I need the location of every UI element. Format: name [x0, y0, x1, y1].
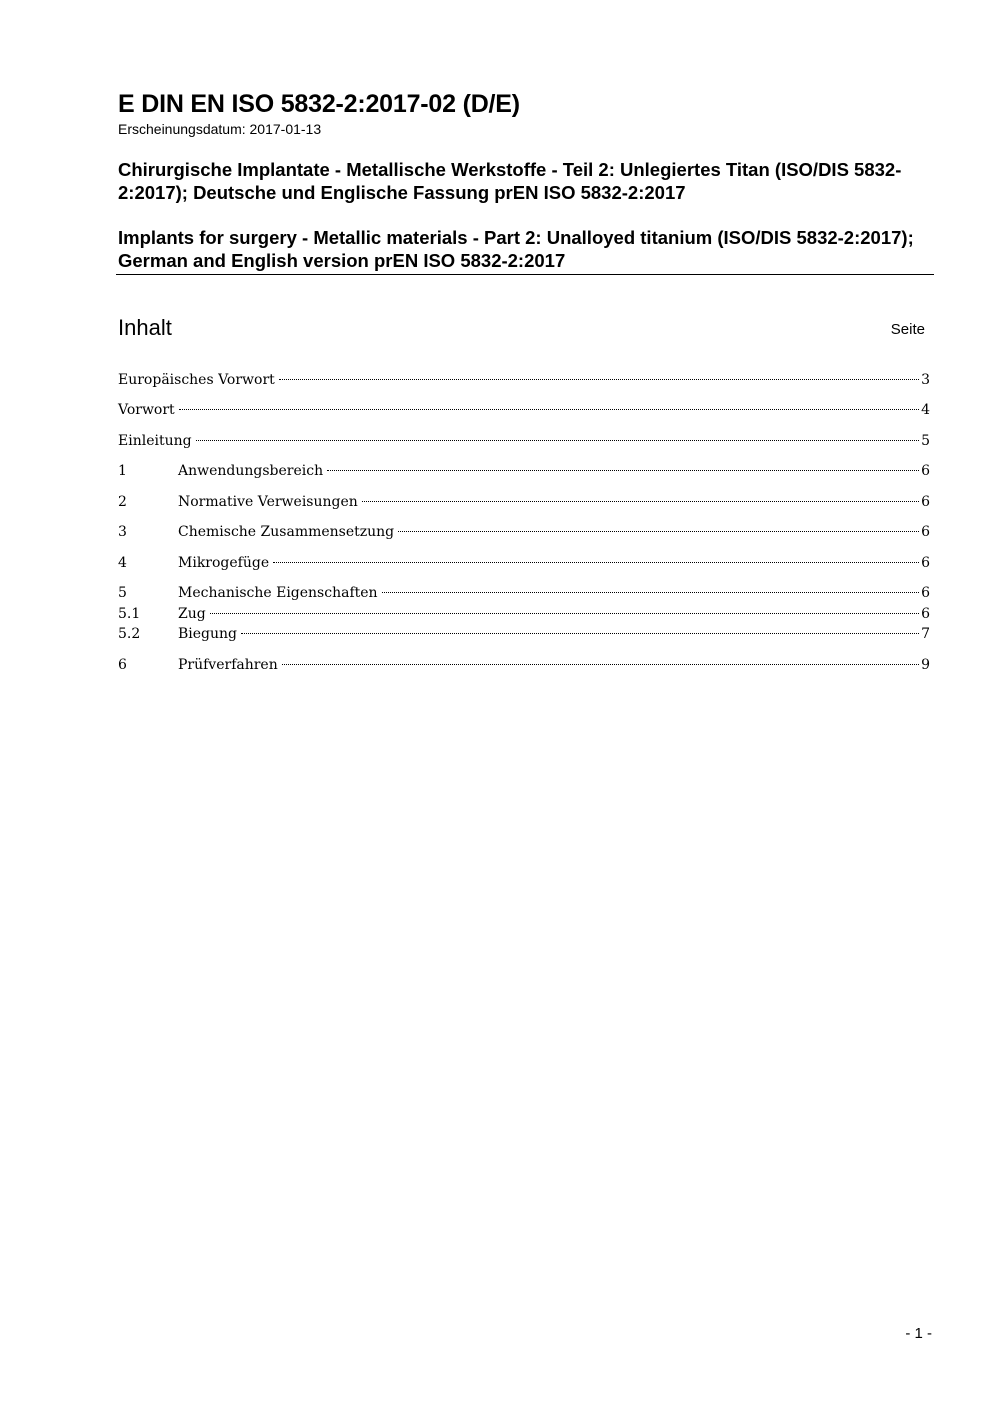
title-english: Implants for surgery - Metallic materials - Part 2: Unalloyed titanium (ISO/DIS 5832-2:2017); German and English version prEN ISO 5832-2:2017	[118, 227, 914, 271]
toc-entry-page: 6	[921, 585, 930, 601]
toc-entry-vorwort[interactable]	[118, 402, 930, 422]
toc-entry-chemische-zusammensetzung[interactable]	[118, 524, 930, 544]
page-number: - 1 -	[905, 1325, 932, 1342]
toc-leader-dots	[382, 592, 920, 593]
toc-entry-number: 5.1	[118, 606, 141, 622]
toc-entry-title: Mechanische Eigenschaften	[178, 585, 378, 601]
toc-entry-page: 6	[921, 555, 930, 571]
toc-entry-title: Chemische Zusammensetzung	[178, 524, 395, 540]
toc-entry-title: Anwendungsbereich	[178, 463, 324, 479]
toc-entry-page: 3	[921, 372, 930, 388]
toc-leader-dots	[241, 633, 919, 634]
toc-leader-dots	[179, 409, 919, 410]
toc-entry-zug[interactable]	[118, 606, 930, 626]
toc-entry-number: 4	[118, 555, 127, 571]
toc-entry-number: 5.2	[118, 626, 141, 642]
toc-entry-number: 2	[118, 494, 127, 510]
toc-entry-page: 9	[921, 657, 930, 673]
title-german: Chirurgische Implantate - Metallische Werkstoffe - Teil 2: Unlegiertes Titan (ISO/DIS 5832-2:2017); Deutsche und Englische Fassung prEN ISO 5832-2:2017	[118, 159, 902, 203]
toc-entry-number: 3	[118, 524, 127, 540]
toc-entry-title: Zug	[178, 606, 206, 622]
toc-entry-europaeisches-vorwort[interactable]	[118, 372, 930, 392]
publication-date: Erscheinungsdatum: 2017-01-13	[118, 121, 322, 137]
toc-entry-title: Einleitung	[118, 433, 192, 449]
toc-leader-dots	[398, 531, 919, 532]
toc-entry-title: Normative Verweisungen	[178, 494, 358, 510]
toc-entry-page: 6	[921, 606, 930, 622]
toc-leader-dots	[282, 664, 919, 665]
toc-entry-page: 6	[921, 463, 930, 479]
document-header	[118, 88, 934, 272]
header-divider	[116, 274, 934, 275]
toc-entry-einleitung[interactable]	[118, 433, 930, 453]
toc-page-column-heading: Seite	[890, 321, 925, 338]
toc-entry-title: Biegung	[178, 626, 238, 642]
toc-leader-dots	[362, 501, 919, 502]
document-number: E DIN EN ISO 5832-2:2017-02 (D/E)	[118, 90, 520, 118]
toc-entry-anwendungsbereich[interactable]	[118, 463, 930, 483]
toc-entry-page: 6	[921, 494, 930, 510]
toc-leader-dots	[210, 613, 919, 614]
toc-heading: Inhalt	[118, 315, 172, 340]
toc-entry-page: 5	[921, 433, 930, 449]
toc-leader-dots	[196, 440, 920, 441]
toc-entry-title: Europäisches Vorwort	[118, 372, 275, 388]
toc-entry-page: 7	[921, 626, 930, 642]
toc-entry-page: 6	[921, 524, 930, 540]
toc-entry-number: 6	[118, 657, 127, 673]
toc-entry-number: 5	[118, 585, 127, 601]
toc-entry-biegung[interactable]	[118, 626, 930, 646]
toc-entry-title: Prüfverfahren	[178, 657, 278, 673]
toc-entry-mechanische-eigenschaften[interactable]	[118, 585, 930, 605]
toc-entry-page: 4	[921, 402, 930, 418]
toc-entry-number: 1	[118, 463, 127, 479]
toc-entry-pruefverfahren[interactable]	[118, 657, 930, 677]
toc-leader-dots	[273, 562, 919, 563]
toc-entry-mikrogefuege[interactable]	[118, 555, 930, 575]
toc-entry-title: Mikrogefüge	[178, 555, 270, 571]
toc-entry-title: Vorwort	[118, 402, 175, 418]
toc-leader-dots	[279, 379, 919, 380]
toc-leader-dots	[327, 470, 919, 471]
toc-entry-normative-verweisungen[interactable]	[118, 494, 930, 514]
